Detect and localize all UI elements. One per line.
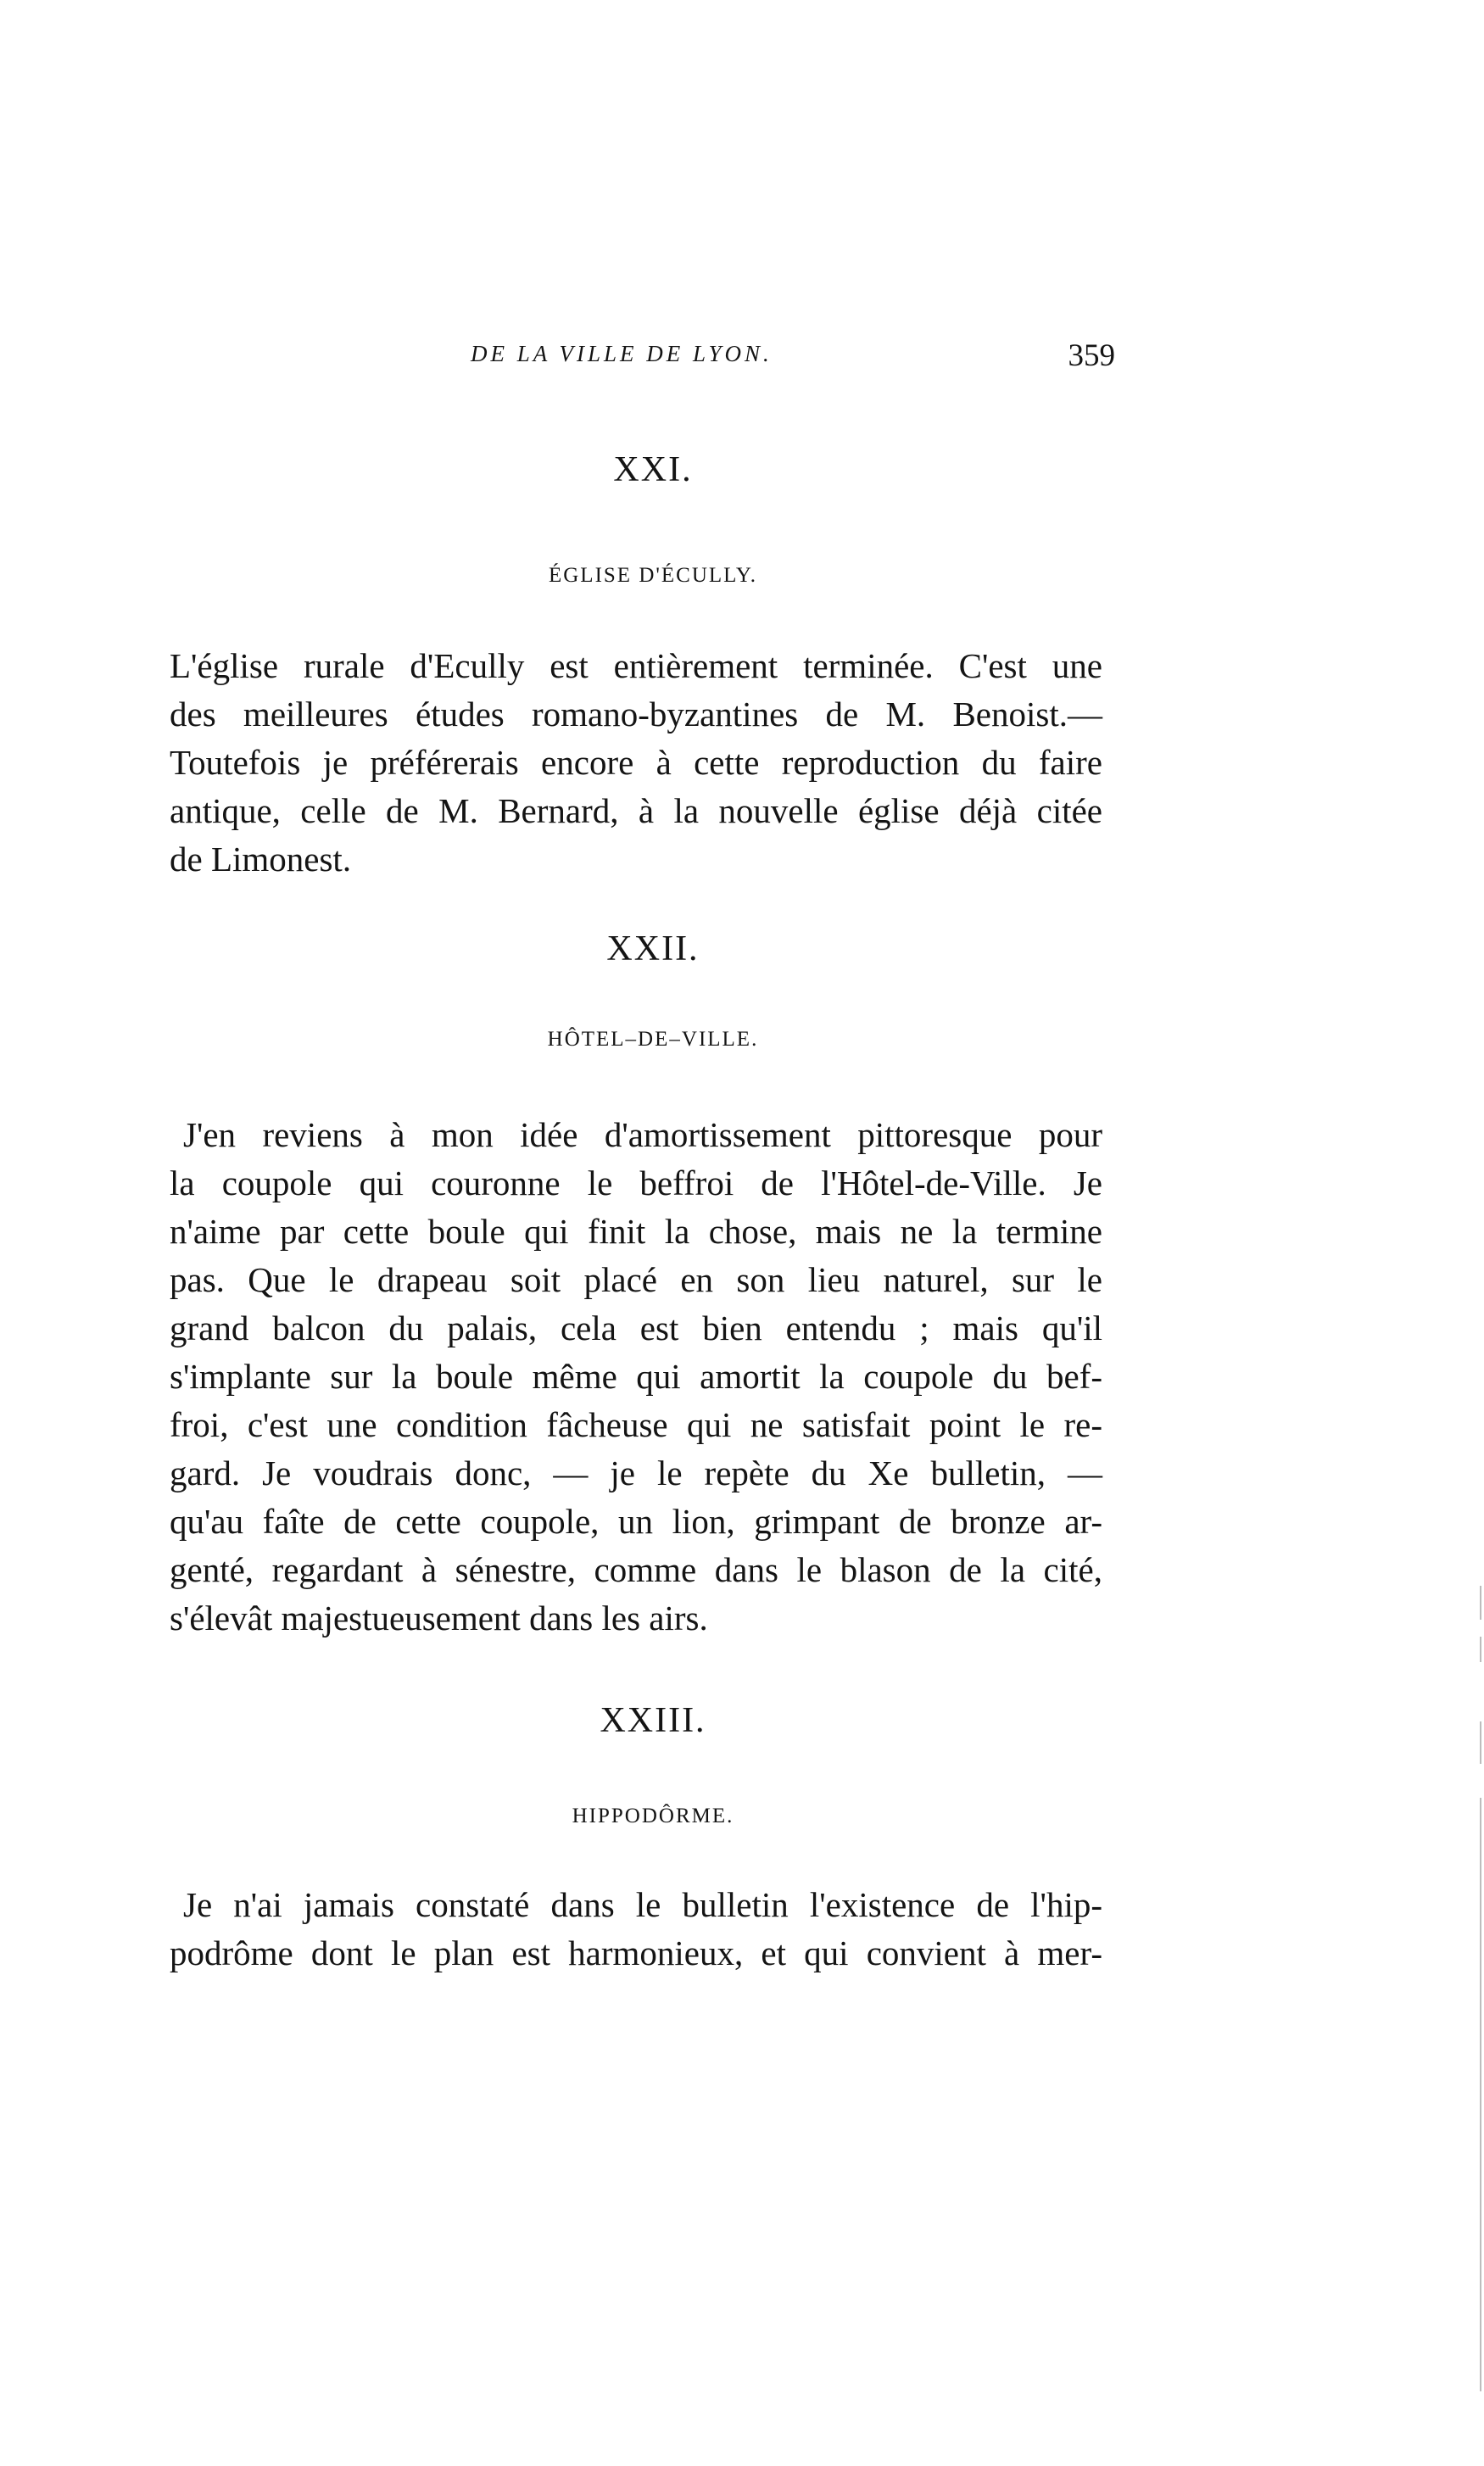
paragraph: [170, 642, 1102, 884]
text-line: grand balcon du palais, cela est bien entendu ; mais qu'il: [170, 1308, 1102, 1347]
scan-edge-mark: [1480, 1798, 1481, 2391]
text-line: Je n'ai jamais constaté dans le bulletin l'existence de l'hip-: [183, 1885, 1102, 1924]
page-header: [471, 338, 1115, 380]
running-title: DE LA VILLE DE LYON.: [471, 341, 773, 366]
section-numeral: XXII.: [606, 929, 700, 968]
section-numeral: XXIII.: [600, 1701, 706, 1740]
text-line: Toutefois je préférerais encore à cette reproduction du faire: [170, 743, 1102, 782]
text-line: gard. Je voudrais donc, — je le repète du Xe bulletin, —: [170, 1453, 1102, 1492]
page-number: 359: [1068, 338, 1115, 373]
paragraph: [170, 1111, 1102, 1643]
section-title: HÔTEL–DE–VILLE.: [547, 1028, 759, 1051]
text-line: froi, c'est une condition fâcheuse qui ne satisfait point le re-: [170, 1405, 1102, 1444]
scan-edge-mark: [1480, 1586, 1481, 1620]
text-line: qu'au faîte de cette coupole, un lion, grimpant de bronze ar-: [170, 1502, 1102, 1541]
text-line: L'église rurale d'Ecully est entièrement terminée. C'est une: [170, 646, 1102, 685]
text-line: des meilleures études romano-byzantines de M. Benoist.—: [170, 695, 1102, 734]
text-line: de Limonest.: [170, 840, 352, 879]
scan-edge-mark: [1480, 1721, 1481, 1764]
text-line: s'élevât majestueusement dans les airs.: [170, 1598, 708, 1637]
section-title: HIPPODÔRME.: [572, 1805, 734, 1827]
text-line: s'implante sur la boule même qui amortit la coupole du bef-: [170, 1357, 1102, 1396]
text-line: la coupole qui couronne le beffroi de l'Hôtel-de-Ville. Je: [170, 1163, 1102, 1202]
text-line: n'aime par cette boule qui finit la chose, mais ne la termine: [170, 1212, 1102, 1251]
text-line: J'en reviens à mon idée d'amortissement pittoresque pour: [183, 1115, 1102, 1154]
paragraph: [170, 1881, 1102, 1978]
text-line: antique, celle de M. Bernard, à la nouvelle église déjà citée: [170, 791, 1102, 830]
section-title: ÉGLISE D'ÉCULLY.: [548, 564, 758, 587]
text-line: podrôme dont le plan est harmonieux, et qui convient à mer-: [170, 1933, 1102, 1972]
scan-edge-mark: [1480, 1637, 1481, 1662]
text-line: pas. Que le drapeau soit placé en son lieu naturel, sur le: [170, 1260, 1102, 1299]
section-numeral: XXI.: [613, 450, 693, 489]
text-line: genté, regardant à sénestre, comme dans le blason de la cité,: [170, 1550, 1102, 1589]
